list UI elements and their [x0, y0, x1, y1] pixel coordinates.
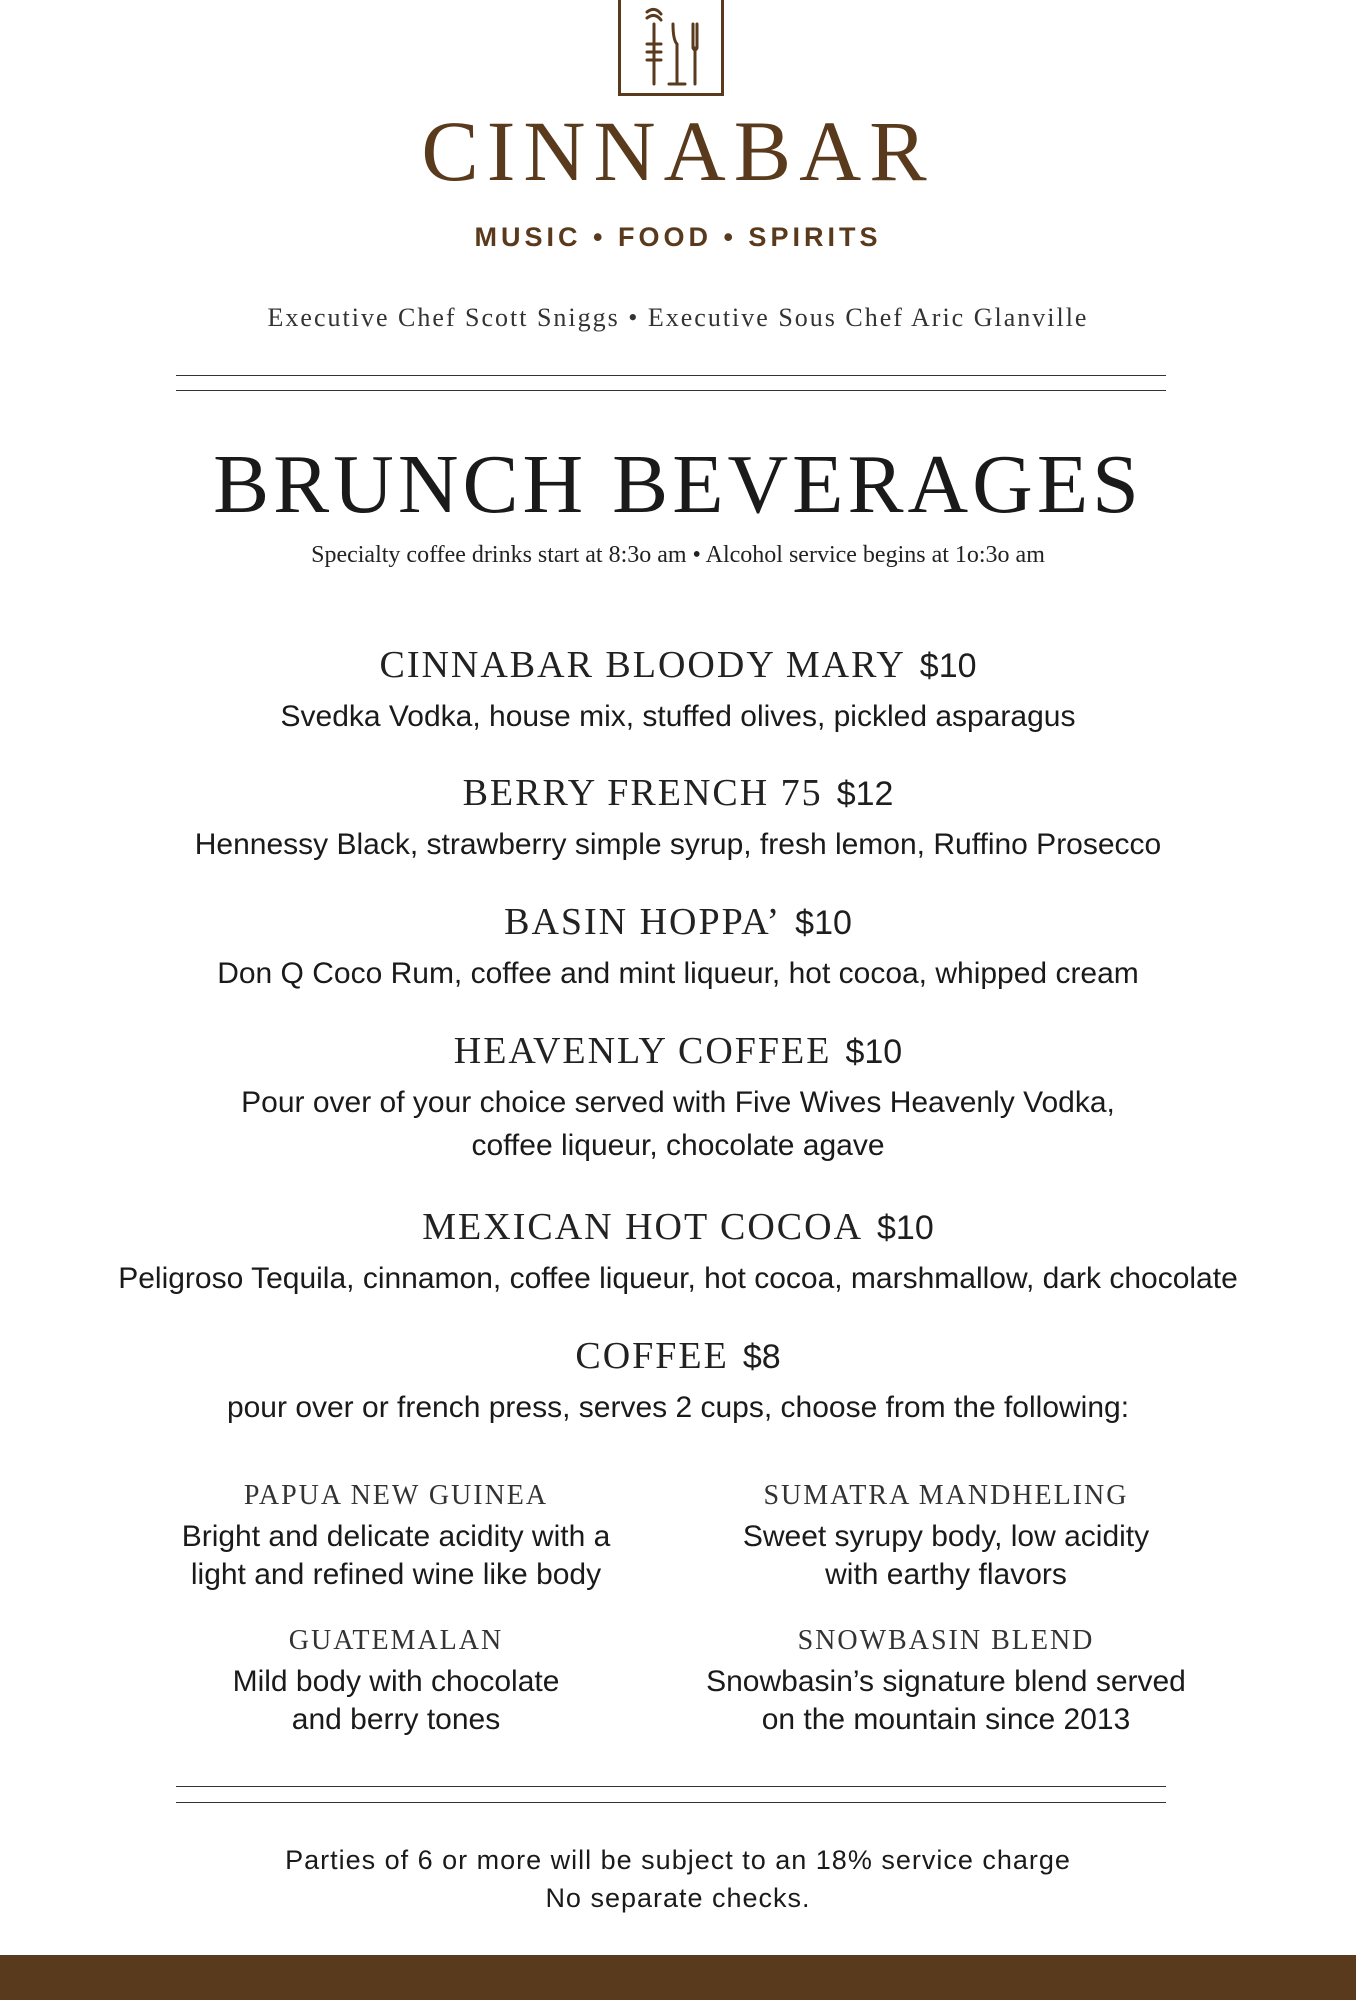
item-description-line: coffee liqueur, chocolate agave [471, 1129, 885, 1163]
coffee-origin [116, 1625, 676, 1738]
page-subtitle: Specialty coffee drinks start at 8:3o am • Alcohol service begins at 1o:3o am [311, 542, 1045, 568]
divider-top-1 [176, 375, 1166, 376]
fork-knife-glass-icon [635, 4, 713, 88]
brand-tagline: MUSIC • FOOD • SPIRITS [474, 222, 882, 252]
origin-description [666, 1663, 1226, 1738]
item-description: pour over or french press, serves 2 cups, choose from the following: [226, 1390, 1130, 1424]
item-price: $10 [877, 1209, 934, 1247]
origin-description-line: on the mountain since 2013 [761, 1702, 1131, 1736]
origin-description-line: Bright and delicate acidity with a [181, 1520, 611, 1553]
menu-item [0, 645, 1356, 738]
origin-name: PAPUA NEW GUINEA [243, 1480, 549, 1511]
chefs-line: Executive Chef Scott Sniggs • Executive Sous Chef Aric Glanville [267, 303, 1089, 332]
origin-description-line: Sweet syrupy body, low acidity [742, 1520, 1150, 1553]
separate-checks-note: No separate checks. [545, 1882, 811, 1913]
origin-description-line: Mild body with chocolate [232, 1665, 560, 1698]
origin-description [116, 1518, 676, 1593]
item-description: Don Q Coco Rum, coffee and mint liqueur, hot cocoa, whipped cream [217, 956, 1139, 990]
item-name: HEAVENLY COFFEE [453, 1030, 832, 1072]
item-name: BERRY FRENCH 75 [462, 772, 823, 814]
divider-top-2 [176, 390, 1166, 391]
item-price: $12 [836, 775, 894, 813]
item-price: $8 [742, 1338, 781, 1376]
item-price: $10 [795, 904, 852, 942]
item-description: Peligroso Tequila, cinnamon, coffee liqueur, hot cocoa, marshmallow, dark chocolate [118, 1261, 1238, 1295]
page-title: BRUNCH BEVERAGES [213, 438, 1143, 531]
brand-name: CINNABAR [421, 103, 935, 199]
service-charge-note: Parties of 6 or more will be subject to an 18% service charge [285, 1845, 1071, 1875]
origin-description [666, 1518, 1226, 1593]
logo [618, 0, 724, 96]
origin-description [116, 1663, 676, 1738]
footer-note [0, 1842, 1356, 1918]
divider-bottom-2 [176, 1802, 1166, 1803]
origin-description-line: with earthy flavors [825, 1557, 1067, 1591]
menu-item [0, 1031, 1356, 1168]
item-description-line: Pour over of your choice served with Five Wives Heavenly Vodka, [241, 1085, 1115, 1119]
origin-description-line: light and refined wine like body [190, 1557, 602, 1591]
item-name: COFFEE [575, 1335, 729, 1377]
item-name: MEXICAN HOT COCOA [422, 1206, 864, 1248]
origin-description-line: Snowbasin’s signature blend served [706, 1665, 1186, 1698]
coffee-origin [666, 1480, 1226, 1593]
item-price: $10 [845, 1033, 903, 1071]
coffee-origin [116, 1480, 676, 1593]
bottom-bar [0, 1955, 1356, 2000]
menu-item [0, 773, 1356, 866]
menu-item [0, 1336, 1356, 1429]
item-name: BASIN HOPPA’ [504, 901, 782, 943]
item-description: Svedka Vodka, house mix, stuffed olives, pickled asparagus [280, 699, 1076, 733]
item-description [0, 1081, 1356, 1168]
origin-description-line: and berry tones [291, 1702, 501, 1736]
item-description: Hennessy Black, strawberry simple syrup, fresh lemon, Ruffino Prosecco [194, 827, 1162, 861]
menu-item [0, 902, 1356, 995]
divider-bottom-1 [176, 1786, 1166, 1787]
origin-name: SUMATRA MANDHELING [763, 1480, 1129, 1511]
item-price: $10 [919, 647, 977, 685]
origin-name: SNOWBASIN BLEND [797, 1625, 1095, 1656]
item-name: CINNABAR BLOODY MARY [379, 644, 906, 686]
menu-item [0, 1207, 1356, 1300]
origin-name: GUATEMALAN [288, 1625, 504, 1656]
coffee-origin [666, 1625, 1226, 1738]
